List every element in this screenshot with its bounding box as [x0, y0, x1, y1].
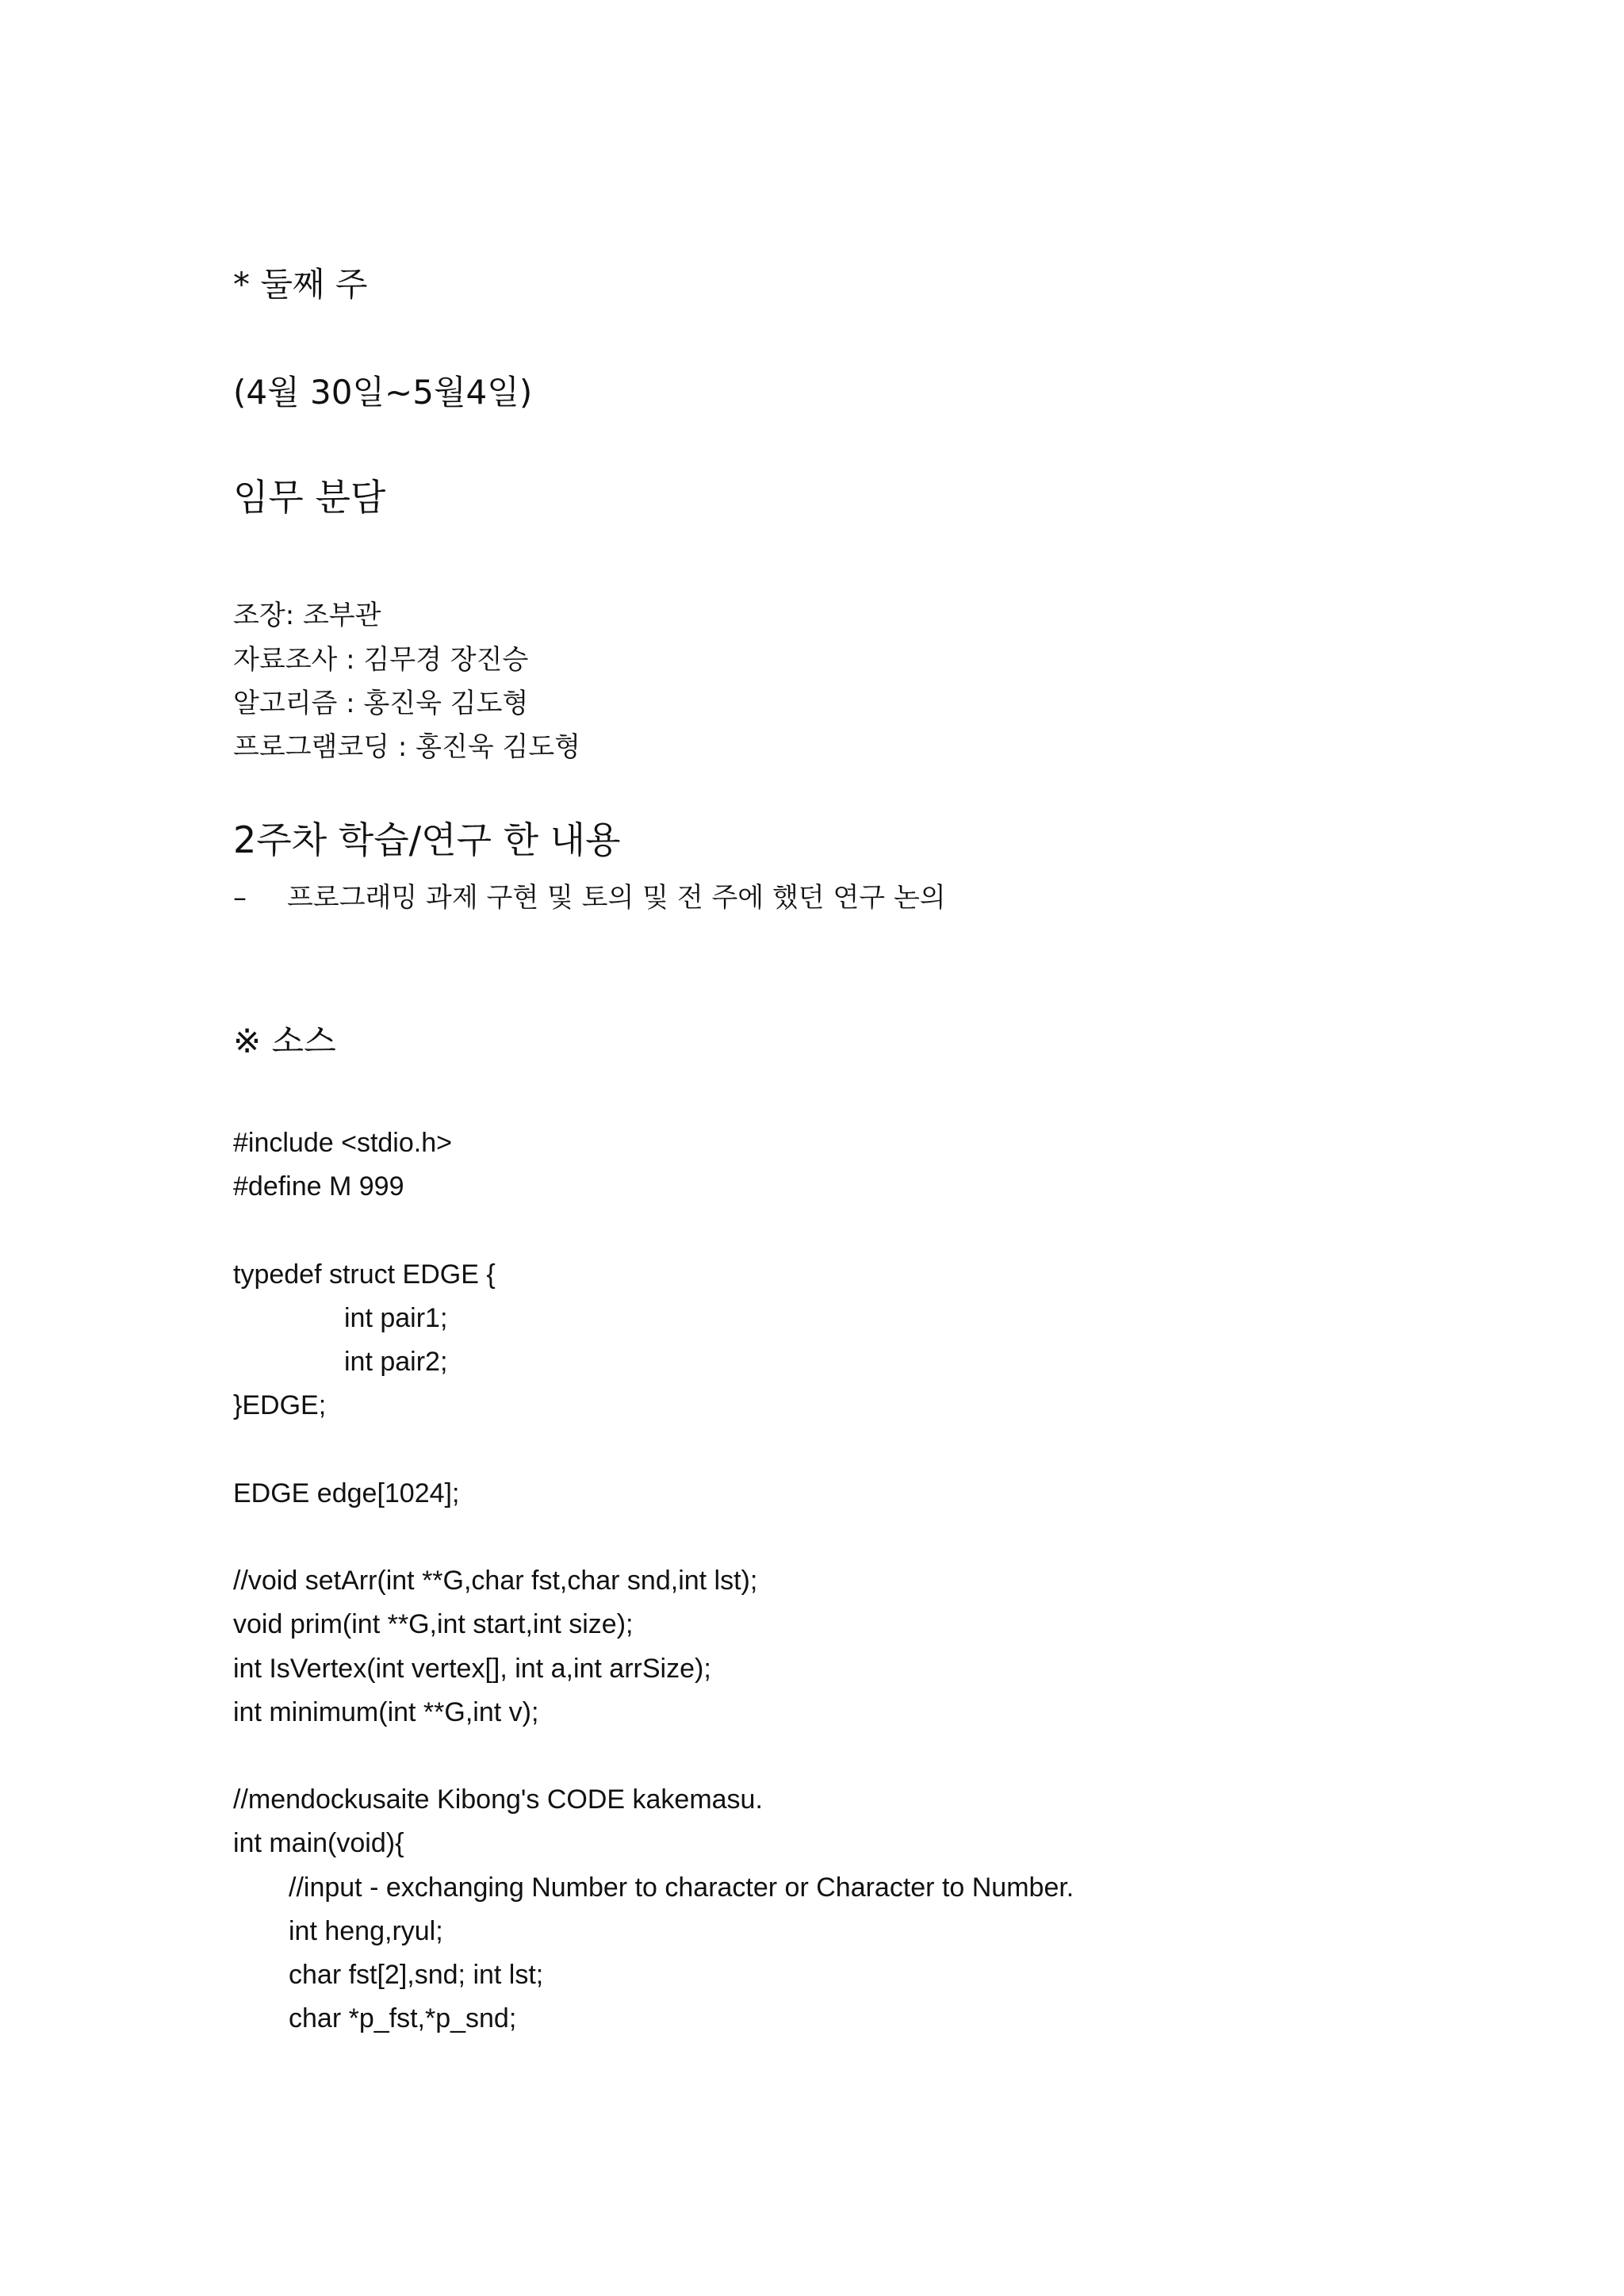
date-range: (4월 30일~5월4일) — [233, 373, 533, 412]
code-line: void prim(int **G,int start,int size); — [233, 1609, 634, 1639]
roles-heading: 임무 분담 — [233, 476, 386, 519]
code-line: //void setArr(int **G,char fst,char snd,int lst); — [233, 1566, 758, 1596]
study-heading: 2주차 학습/연구 한 내용 — [233, 818, 621, 861]
code-line: }EDGE; — [233, 1390, 327, 1420]
code-line: EDGE edge[1024]; — [233, 1478, 460, 1508]
role-line: 알고리즘 : 홍진욱 김도형 — [233, 688, 529, 719]
code-line: #define M 999 — [233, 1171, 404, 1202]
code-line: int main(void){ — [233, 1828, 404, 1858]
code-line: int pair1; — [344, 1303, 448, 1333]
code-line: int heng,ryul; — [289, 1916, 443, 1946]
role-line: 프로그램코딩 : 홍진욱 김도형 — [233, 731, 581, 763]
code-line: char *p_fst,*p_snd; — [289, 2003, 517, 2033]
code-line: int IsVertex(int vertex[], int a,int arrSize); — [233, 1654, 711, 1684]
dash-bullet: – — [233, 882, 247, 914]
role-line: 조장: 조부관 — [233, 600, 381, 631]
code-line: int minimum(int **G,int v); — [233, 1697, 539, 1727]
code-line: #include <stdio.h> — [233, 1128, 452, 1158]
study-item-text: 프로그래밍 과제 구현 및 토의 및 전 주에 했던 연구 논의 — [287, 882, 946, 914]
code-line: //mendockusaite Kibong's CODE kakemasu. — [233, 1784, 763, 1815]
source-heading: ※ 소스 — [233, 1022, 336, 1060]
role-line: 자료조사 : 김무경 장진승 — [233, 644, 529, 676]
study-item — [233, 882, 946, 914]
week-heading: * 둘째 주 — [233, 265, 368, 304]
code-line: char fst[2],snd; int lst; — [289, 1960, 544, 1990]
code-line: typedef struct EDGE { — [233, 1259, 496, 1290]
code-line: //input - exchanging Number to character or Character to Number. — [289, 1872, 1074, 1903]
code-line: int pair2; — [344, 1347, 448, 1377]
